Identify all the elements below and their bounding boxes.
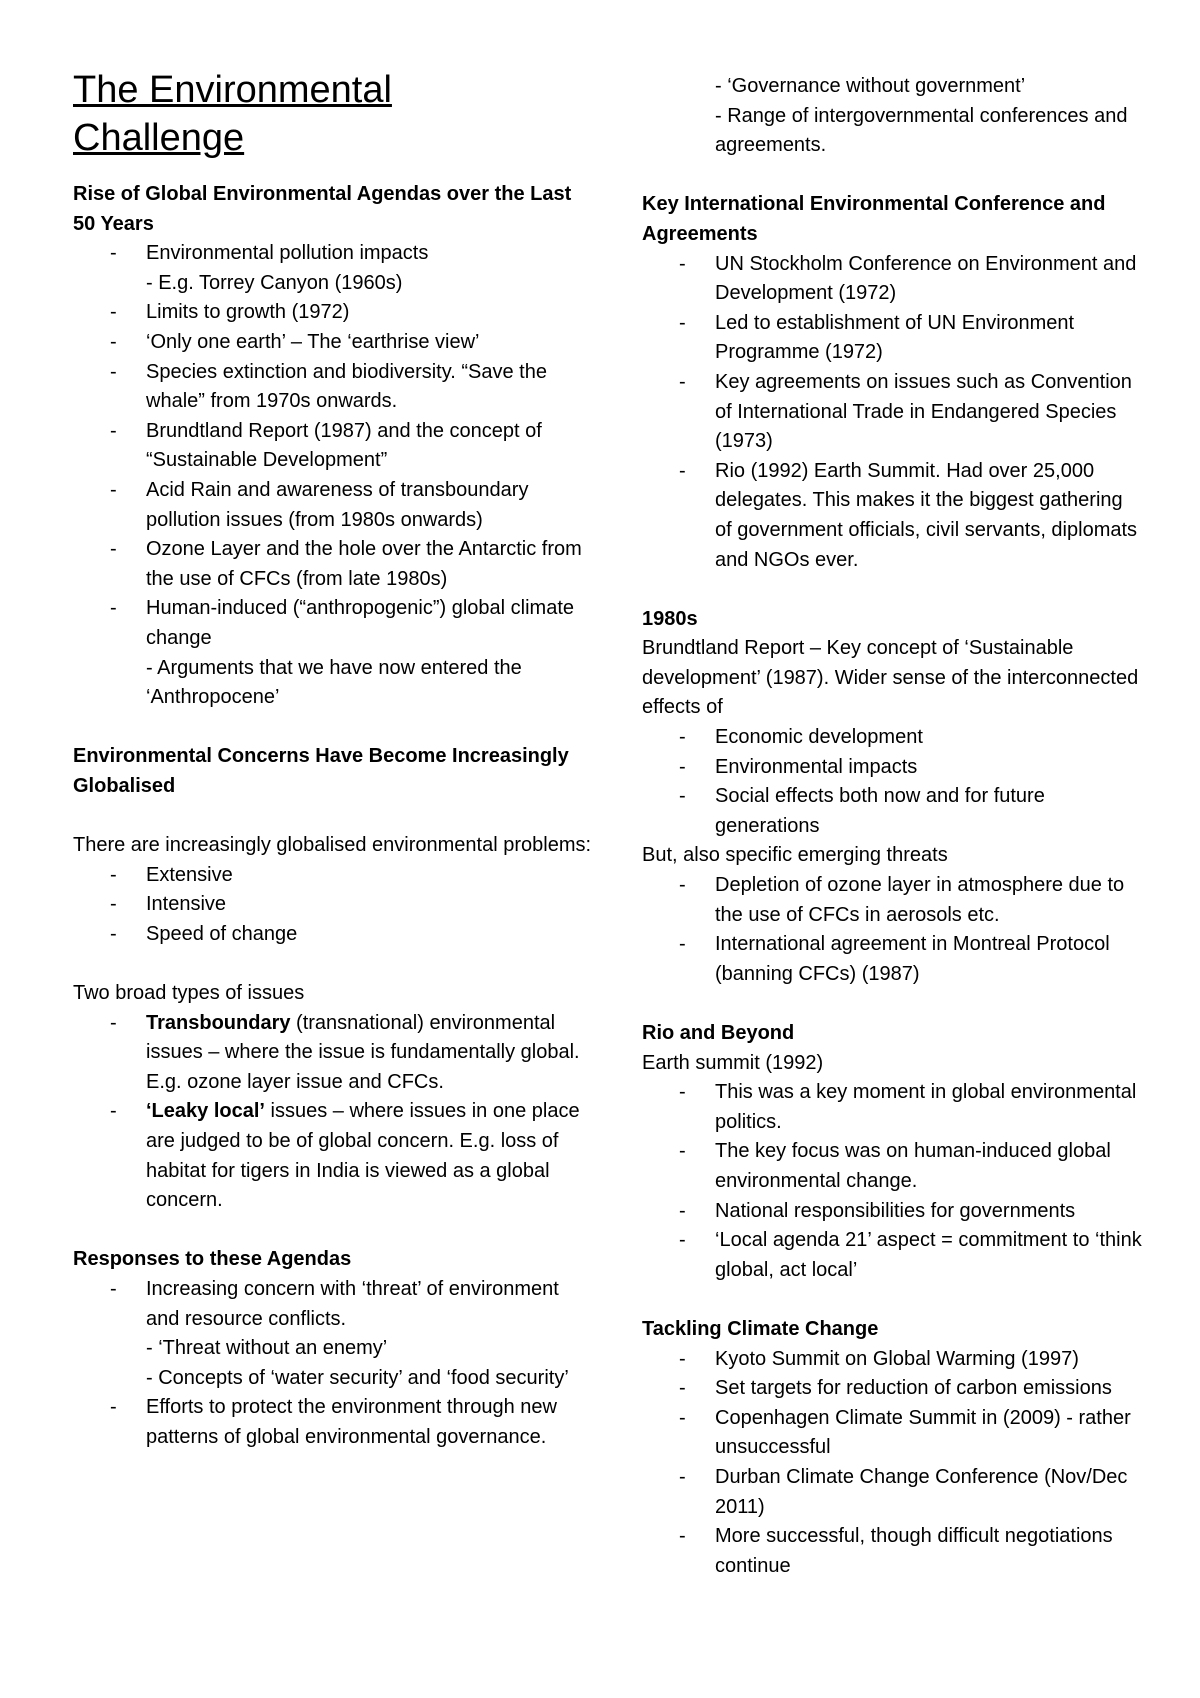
continued-line: - ‘Governance without government’ [715,75,1026,97]
list-item: - ‘Only one earth’ – The ‘earthrise view’ [73,328,593,358]
list-item: - ‘Local agenda 21’ aspect = commitment to ‘think global, act local’ [642,1226,1142,1285]
eighties-but: But, also specific emerging threats [642,844,948,867]
list-item: - Environmental impacts [642,753,1142,783]
list-item: - Species extinction and biodiversity. “Save the whale” from 1970s onwards. [73,358,593,417]
rio-intro: Earth summit (1992) [642,1051,824,1074]
list-item: - Depletion of ozone layer in atmosphere due to the use of CFCs in aerosols etc. [642,871,1142,930]
rio-list [642,1078,1142,1285]
spacer [642,575,1142,605]
list-item: - Kyoto Summit on Global Warming (1997) [642,1345,1142,1375]
spacer [73,1216,593,1246]
rise-heading: Rise of Global Environmental Agendas over the Last 50 Years [73,183,572,235]
types-list [73,1009,593,1216]
sub-item: - ‘Threat without an enemy’ [146,1337,388,1360]
spacer [642,1285,1142,1315]
list-item: - Social effects both now and for future generations [642,782,1142,841]
eighties-list [642,723,1142,841]
list-item: - Limits to growth (1972) [73,298,593,328]
list-item: - More successful, though difficult negotiations continue [642,1522,1142,1581]
list-item: - Human-induced (“anthropogenic”) global climate change - Arguments that we have now entered the ‘Anthropocene’ [73,594,593,712]
responses-heading: Responses to these Agendas [73,1248,352,1271]
concerns-list [73,861,593,950]
list-item: - International agreement in Montreal Protocol (banning CFCs) (1987) [642,930,1142,989]
list-item: - Key agreements on issues such as Convention of International Trade in Endangered Species (1973) [642,368,1142,457]
spacer [73,949,593,979]
list-item: - Extensive [73,861,593,891]
eighties-intro: Brundtland Report – Key concept of ‘Sustainable development’ (1987). Wider sense of the interconnected effects of [642,637,1139,719]
list-item: - Durban Climate Change Conference (Nov/Dec 2011) [642,1463,1142,1522]
list-item: - Economic development [642,723,1142,753]
list-item: - ‘Leaky local’ issues – where issues in one place are judged to be of global concern. E.g. loss of habitat for tigers in India is viewed as a global concern. [73,1097,593,1215]
list-item: - Copenhagen Climate Summit in (2009) - rather unsuccessful [642,1404,1142,1463]
list-item: - Ozone Layer and the hole over the Antarctic from the use of CFCs (from late 1980s) [73,535,593,594]
spacer [73,713,593,743]
list-item: - National responsibilities for governments [642,1197,1142,1227]
spacer [73,801,593,831]
list-item: - Increasing concern with ‘threat’ of environment and resource conflicts. - ‘Threat without an enemy’ - Concepts of ‘water security’ and ‘food security’ [73,1275,593,1393]
threats-list [642,871,1142,989]
sub-item: - Concepts of ‘water security’ and ‘food security’ [146,1366,569,1389]
list-item: - Led to establishment of UN Environment Programme (1972) [642,309,1142,368]
list-item: - Rio (1992) Earth Summit. Had over 25,000 delegates. This makes it the biggest gathering of government officials, civil servants, diplomats and NGOs ever. [642,457,1142,575]
concerns-intro: There are increasingly globalised environmental problems: [73,834,592,857]
list-item: - Environmental pollution impacts - E.g. Torrey Canyon (1960s) [73,239,593,298]
list-item: - Transboundary (transnational) environmental issues – where the issue is fundamentally global. E.g. ozone layer issue and CFCs. [73,1009,593,1098]
sub-item: - E.g. Torrey Canyon (1960s) [146,271,403,294]
list-item: - Set targets for reduction of carbon emissions [642,1374,1142,1404]
right-column [642,72,1142,1581]
list-item: - Brundtland Report (1987) and the concept of “Sustainable Development” [73,417,593,476]
concerns-heading: Environmental Concerns Have Become Increasingly Globalised [73,745,569,797]
key-agreements-heading: Key International Environmental Conference and Agreements [642,193,1106,245]
rio-heading: Rio and Beyond [642,1022,795,1044]
climate-list [642,1345,1142,1582]
list-item: - UN Stockholm Conference on Environment and Development (1972) [642,250,1142,309]
sub-item: - Arguments that we have now entered the ‘Anthropocene’ [146,656,522,709]
responses-list [73,1275,593,1453]
title-line-1: The Environmental [73,69,392,111]
left-column [73,66,593,1453]
spacer [642,161,1142,191]
climate-heading: Tackling Climate Change [642,1317,879,1340]
key-agreements-list [642,250,1142,576]
spacer [642,989,1142,1019]
eighties-heading: 1980s [642,607,698,630]
list-item: - Efforts to protect the environment through new patterns of global environmental governance. [73,1393,593,1452]
list-item: - Speed of change [73,920,593,950]
rise-list [73,239,593,713]
continued-line: - Range of intergovernmental conferences and agreements. [715,104,1128,157]
types-intro: Two broad types of issues [73,982,305,1005]
list-item: - Acid Rain and awareness of transboundary pollution issues (from 1980s onwards) [73,476,593,535]
list-item: - The key focus was on human-induced global environmental change. [642,1137,1142,1196]
title-line-2: Challenge [73,117,245,159]
page-title [73,66,593,162]
list-item: - Intensive [73,890,593,920]
list-item: - This was a key moment in global environmental politics. [642,1078,1142,1137]
